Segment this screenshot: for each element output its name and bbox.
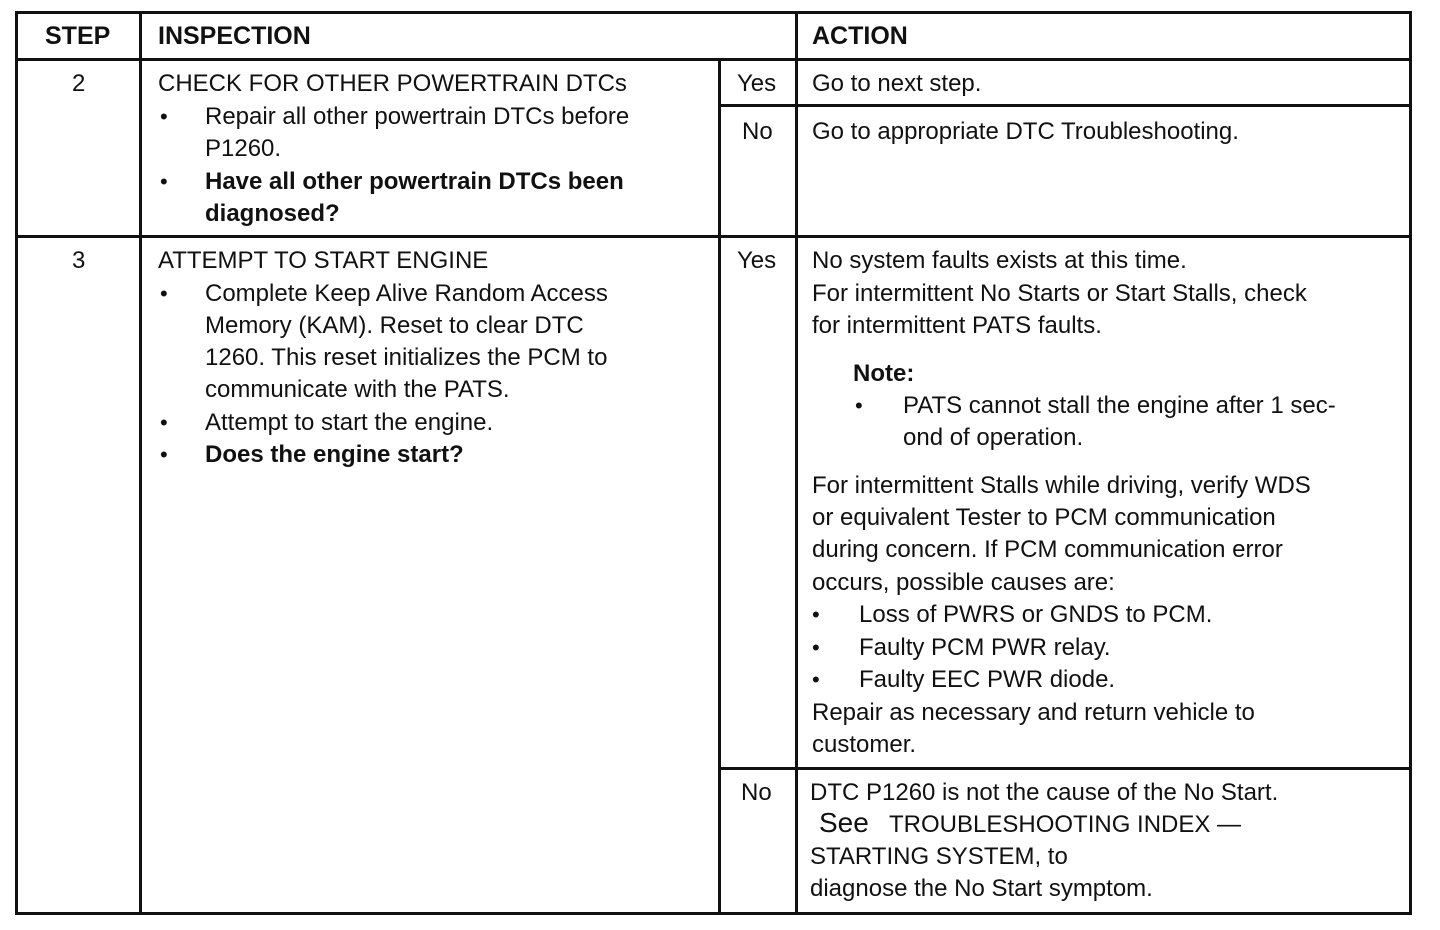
step-number: 3 [72, 247, 86, 274]
inspection-question-line: Have all other powertrain DTCs been [205, 168, 624, 195]
header-inspection: INSPECTION [158, 22, 311, 50]
see-reference: See [819, 807, 869, 838]
inspection-question-line: diagnosed? [205, 200, 340, 227]
cause-item: Faulty EEC PWR diode. [859, 666, 1116, 693]
note-text: ond of operation. [903, 424, 1084, 451]
bullet-icon: • [812, 635, 820, 660]
inspection-item-line: Memory (KAM). Reset to clear DTC [205, 312, 584, 339]
step-title: CHECK FOR OTHER POWERTRAIN DTCs [158, 70, 627, 97]
inspection-item-line: Attempt to start the engine. [205, 409, 494, 436]
answer-no-label: No [741, 779, 772, 806]
action-no-text: STARTING SYSTEM, to [810, 843, 1068, 870]
action-yes-closing: customer. [812, 731, 917, 758]
bullet-icon: • [812, 667, 820, 692]
header-step: STEP [45, 22, 111, 50]
inspection-item-line: 1260. This reset initializes the PCM to [205, 344, 608, 371]
bullet-icon: • [160, 281, 168, 306]
action-yes-paragraph: during concern. If PCM communication error [812, 536, 1283, 563]
action-yes-text: Go to next step. [812, 70, 982, 97]
bullet-icon: • [160, 442, 168, 467]
inspection-item-line: Complete Keep Alive Random Access [205, 280, 608, 307]
note-label: Note: [853, 360, 915, 387]
column-divider-action [795, 11, 798, 915]
answer-yes-label: Yes [737, 70, 777, 97]
answer-no-label: No [742, 118, 773, 145]
inspection-item-line: Repair all other powertrain DTCs before [205, 103, 630, 130]
bullet-icon: • [160, 104, 168, 129]
troubleshooting-index-reference: TROUBLESHOOTING INDEX — [889, 811, 1242, 838]
cause-item: Faulty PCM PWR relay. [859, 634, 1111, 661]
step-title: ATTEMPT TO START ENGINE [158, 247, 489, 274]
bullet-icon: • [855, 393, 863, 418]
bullet-icon: • [812, 602, 820, 627]
action-yes-text: No system faults exists at this time. [812, 247, 1187, 274]
inspection-item-line: P1260. [205, 135, 282, 162]
column-divider-inspection [718, 58, 721, 915]
action-yes-text: For intermittent No Starts or Start Stalls, check [812, 280, 1307, 307]
header-row-divider [15, 58, 1412, 61]
bullet-icon: • [160, 169, 168, 194]
step-number: 2 [72, 70, 86, 97]
action-yes-text: for intermittent PATS faults. [812, 312, 1102, 339]
cause-item: Loss of PWRS or GNDS to PCM. [859, 601, 1213, 628]
step2-step3-divider [15, 235, 1412, 238]
column-divider-step [139, 11, 142, 915]
header-action: ACTION [812, 22, 908, 50]
answer-yes-label: Yes [737, 247, 777, 274]
action-no-text: diagnose the No Start symptom. [810, 875, 1153, 902]
action-yes-paragraph: For intermittent Stalls while driving, verify WDS [812, 472, 1311, 499]
action-yes-paragraph: occurs, possible causes are: [812, 569, 1115, 596]
step2-yes-no-divider [718, 104, 1412, 107]
action-yes-closing: Repair as necessary and return vehicle to [812, 699, 1255, 726]
step3-yes-no-divider [718, 767, 1412, 770]
bullet-icon: • [160, 410, 168, 435]
action-yes-paragraph: or equivalent Tester to PCM communication [812, 504, 1276, 531]
action-no-text: Go to appropriate DTC Troubleshooting. [812, 118, 1239, 145]
action-no-text: DTC P1260 is not the cause of the No Start. [810, 779, 1279, 806]
inspection-question-line: Does the engine start? [205, 441, 464, 468]
inspection-item-line: communicate with the PATS. [205, 376, 510, 403]
note-text: PATS cannot stall the engine after 1 sec- [903, 392, 1336, 419]
